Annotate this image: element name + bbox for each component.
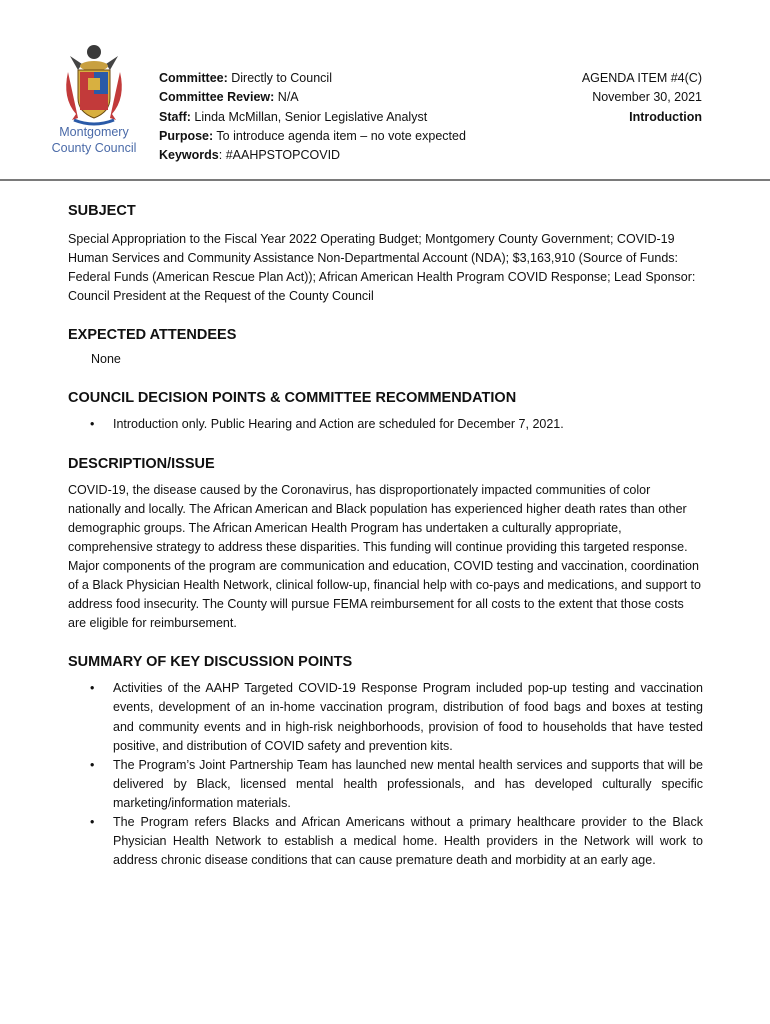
committee-line: Committee: Directly to Council — [159, 71, 332, 85]
staff-line: Staff: Linda McMillan, Senior Legislative Analyst — [159, 109, 428, 124]
list-item: • Introduction only. Public Hearing and Action are scheduled for December 7, 2021. — [68, 415, 703, 434]
summary-list — [68, 679, 703, 870]
header-divider — [0, 179, 770, 181]
description-text: COVID-19, the disease caused by the Coronavirus, has disproportionately impacted communities of color nationally and locally. The African American and Black population has experienced higher death rates than other demographic groups. The African American Health Program has undertaken a culturally appropriate, comprehensive strategy to address these disparities. This funding will continue providing this targeted response. Major components of the program are communication and education, COVID testing and vaccination, coordination of a Black Physician Health Network, clinical follow-up, financial help with co-pays and medications, and support to address food insecurity. The County will pursue FEMA reimbursement for all costs to the extent that those costs are eligible for reimbursement. — [68, 482, 701, 631]
subject-text: Special Appropriation to the Fiscal Year 2022 Operating Budget; Montgomery County Government; COVID-19 Human Services and Community Assistance Non-Departmental Account (NDA); $3,163,910 (Source of Funds: Federal Funds (American Rescue Plan Act)); African American Health Program COVID Response; Lead Sponsor: Council President at the Request of the County Council — [68, 232, 696, 304]
summary-heading: SUMMARY OF KEY DISCUSSION POINTS — [68, 654, 353, 671]
document-body — [68, 200, 703, 870]
attendees-text: None — [91, 352, 121, 367]
keywords-line: Keywords: #AAHPSTOPCOVID — [159, 148, 341, 163]
description-heading: DESCRIPTION/ISSUE — [68, 455, 215, 472]
council-name-line1: Montgomery — [59, 125, 129, 139]
council-name-line2: County Council — [51, 141, 137, 155]
bullet-icon: • — [90, 814, 95, 829]
list-item: • The Program refers Blacks and African Americans without a primary healthcare provider to the Black Physician Health Network to establish a medical home. Health providers in the Network will work to address chronic disease conditions that can cause premature death and morbidity at an early age. — [90, 814, 703, 868]
subject-heading: SUBJECT — [68, 203, 136, 219]
list-item: • The Program’s Joint Partnership Team has launched new mental health services and supports that will be delivered by Black, licensed mental health professionals, and has developed culturally specific marketing/information materials. — [90, 757, 703, 810]
meeting-metadata — [159, 69, 466, 165]
agenda-item-number: AGENDA ITEM #4(C) — [581, 71, 702, 85]
purpose-line: Purpose: To introduce agenda item – no vote expected — [159, 128, 466, 143]
document-header — [0, 0, 770, 180]
bullet-icon: • — [90, 757, 95, 772]
attendees-heading: EXPECTED ATTENDEES — [68, 327, 237, 344]
council-name — [40, 124, 148, 156]
bullet-icon: • — [90, 681, 95, 696]
list-item: • Activities of the AAHP Targeted COVID-19 Response Program included pop-up testing and vaccination events, development of an in-home vaccination program, distribution of food bags and boxes at testing and community events and in high-risk neighborhoods, provision of food to households that have tested positive, and distribution of COVID safety and prevention kits. — [90, 681, 703, 753]
decision-heading: COUNCIL DECISION POINTS & COMMITTEE RECOMMENDATION — [68, 390, 517, 407]
bullet-icon: • — [90, 417, 95, 432]
agenda-info — [582, 69, 702, 127]
committee-review-line: Committee Review: N/A — [159, 90, 299, 105]
decision-list — [68, 415, 703, 434]
agenda-stage: Introduction — [629, 109, 702, 124]
agenda-date: November 30, 2021 — [592, 90, 702, 105]
county-seal-icon — [58, 42, 130, 126]
